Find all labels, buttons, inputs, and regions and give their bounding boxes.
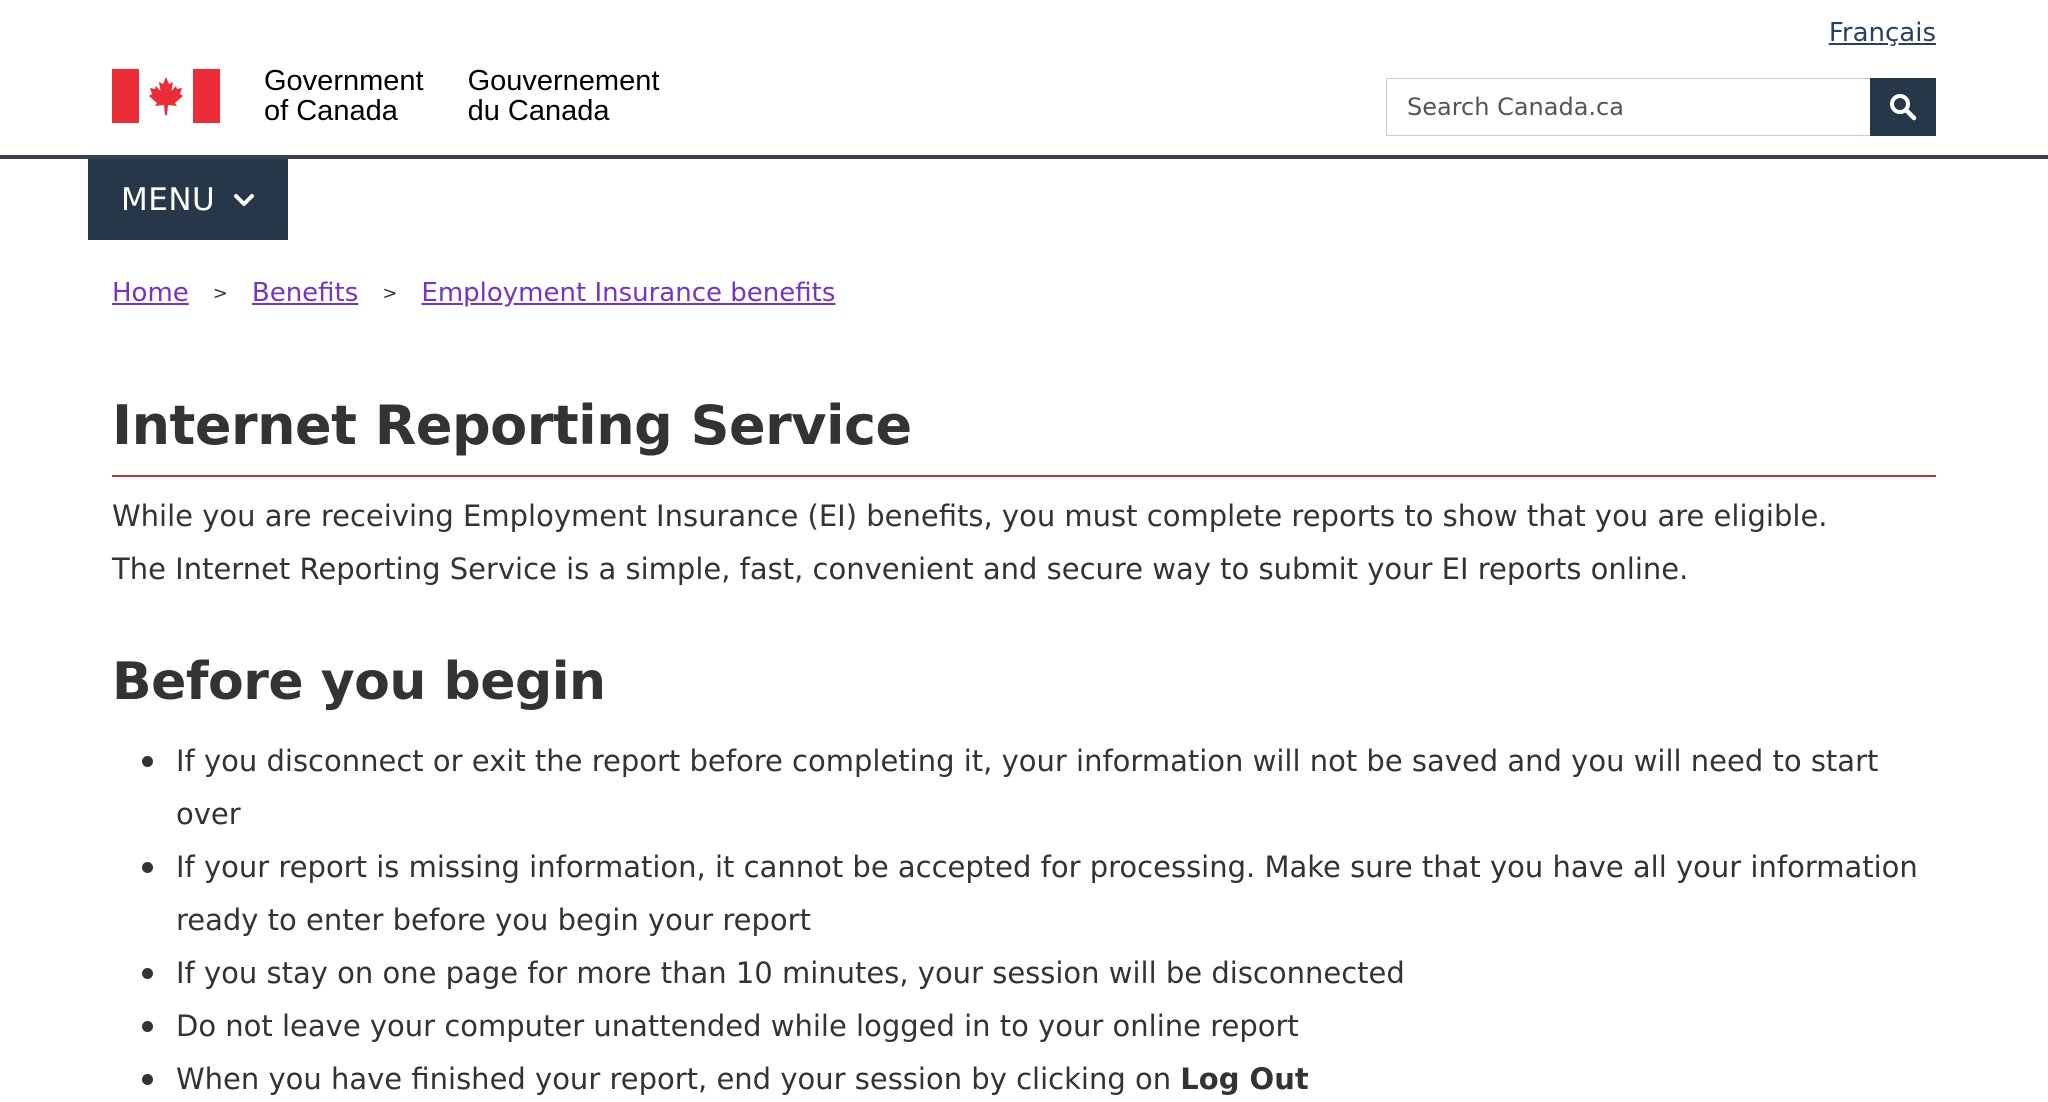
search-icon (1888, 92, 1918, 122)
list-item (112, 1053, 1952, 1102)
site-search (1386, 78, 1936, 136)
breadcrumb (112, 278, 835, 308)
menu-label: MENU (121, 181, 216, 218)
before-you-begin-list (112, 735, 1952, 1102)
signature-french (468, 66, 660, 126)
list-item: Do not leave your computer unattended while logged in to your online report (112, 1000, 1952, 1053)
language-toggle-link[interactable]: Français (1828, 18, 1936, 48)
signature-en-line1: Government (264, 65, 424, 97)
breadcrumb-home-link[interactable]: Home (112, 278, 189, 308)
page-title: Internet Reporting Service (112, 394, 912, 457)
header-divider (0, 155, 2048, 159)
breadcrumb-separator: > (382, 282, 398, 304)
section-heading-before-you-begin: Before you begin (112, 652, 606, 712)
signature-english (264, 66, 424, 126)
search-input[interactable] (1386, 78, 1870, 136)
menu-button[interactable] (88, 159, 288, 240)
search-button[interactable] (1870, 78, 1936, 136)
breadcrumb-benefits-link[interactable]: Benefits (251, 278, 359, 308)
canada-flag-icon (112, 69, 220, 123)
title-underline (112, 475, 1936, 477)
signature-fr-line2: du Canada (467, 95, 610, 127)
breadcrumb-separator: > (212, 282, 228, 304)
intro-text (112, 490, 1952, 596)
intro-paragraph-2: The Internet Reporting Service is a simple, fast, convenient and secure way to submit your EI reports online. (112, 552, 1689, 586)
list-item-text: When you have finished your report, end your session by clicking on (176, 1062, 1181, 1096)
government-signature[interactable] (112, 66, 659, 126)
list-item: If you stay on one page for more than 10 minutes, your session will be disconnected (112, 947, 1952, 1000)
signature-en-line2: of Canada (264, 95, 398, 127)
chevron-down-icon (233, 192, 255, 208)
maple-leaf-icon (146, 75, 186, 117)
signature-fr-line1: Gouvernement (467, 65, 660, 97)
list-item: If your report is missing information, it cannot be accepted for processing. Make sure that you have all your information ready to enter before you begin your report (112, 841, 1952, 947)
intro-paragraph-1: While you are receiving Employment Insurance (EI) benefits, you must complete reports to show that you are eligible. (112, 499, 1828, 533)
list-item: If you disconnect or exit the report before completing it, your information will not be saved and you will need to start over (112, 735, 1952, 841)
log-out-emphasis: Log Out (1180, 1062, 1309, 1096)
breadcrumb-ei-benefits-link[interactable]: Employment Insurance benefits (421, 278, 836, 308)
